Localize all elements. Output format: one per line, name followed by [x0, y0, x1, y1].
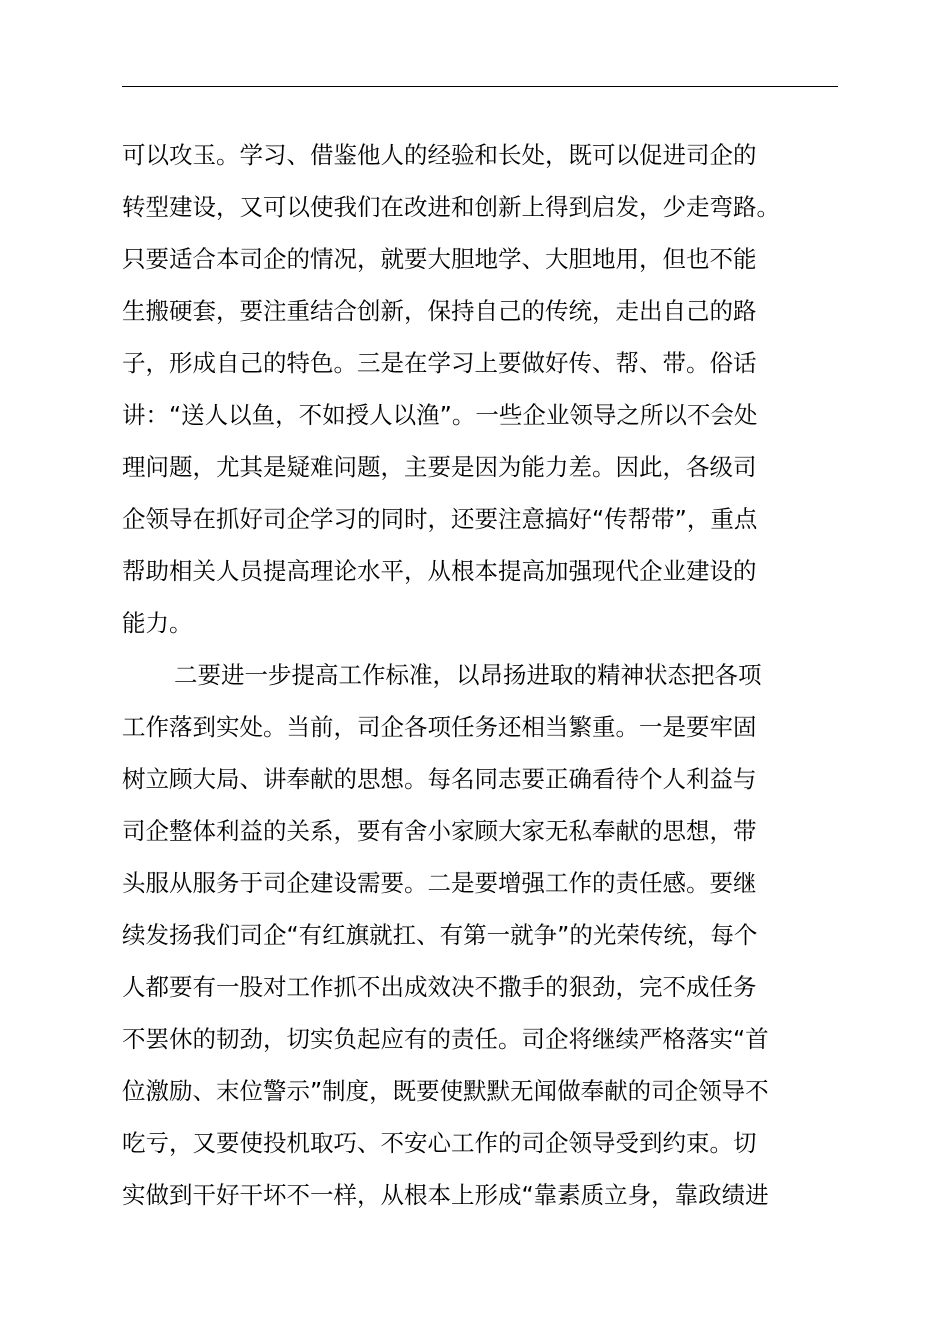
text-line: 头服从服务于司企建设需要。二是要增强工作的责任感。要继 — [122, 869, 757, 897]
text-line: 人都要有一股对工作抓不出成效决不撒手的狠劲，完不成任务 — [122, 973, 757, 1001]
text-line: 子，形成自己的特色。三是在学习上要做好传、帮、带。俗话 — [122, 349, 757, 377]
text-line: 讲：“送人以鱼，不如授人以渔”。一些企业领导之所以不会处 — [122, 401, 758, 429]
header-rule — [122, 86, 838, 87]
text-line: 能力。 — [122, 609, 193, 637]
text-line: 不罢休的韧劲，切实负起应有的责任。司企将继续严格落实“首 — [122, 1025, 769, 1053]
document-body — [122, 129, 838, 1221]
text-line: 只要适合本司企的情况，就要大胆地学、大胆地用，但也不能 — [122, 245, 757, 273]
text-line: 吃亏，又要使投机取巧、不安心工作的司企领导受到约束。切 — [122, 1129, 757, 1157]
text-line: 工作落到实处。当前，司企各项任务还相当繁重。一是要牢固 — [122, 713, 757, 741]
text-line: 帮助相关人员提高理论水平，从根本提高加强现代企业建设的 — [122, 557, 757, 585]
text-line: 续发扬我们司企“有红旗就扛、有第一就争”的光荣传统，每个 — [122, 921, 758, 949]
text-line: 树立顾大局、讲奉献的思想。每名同志要正确看待个人利益与 — [122, 765, 757, 793]
paragraph-2 — [122, 649, 838, 1221]
text-line: 理问题，尤其是疑难问题，主要是因为能力差。因此，各级司 — [122, 453, 757, 481]
text-line: 转型建设，又可以使我们在改进和创新上得到启发，少走弯路。 — [122, 193, 780, 221]
text-line: 司企整体利益的关系，要有舍小家顾大家无私奉献的思想，带 — [122, 817, 757, 845]
text-line: 生搬硬套，要注重结合创新，保持自己的传统，走出自己的路 — [122, 297, 757, 325]
text-line: 可以攻玉。学习、借鉴他人的经验和长处，既可以促进司企的 — [122, 141, 757, 169]
text-line: 企领导在抓好司企学习的同时，还要注意搞好“传帮带”，重点 — [122, 505, 758, 533]
text-line: 位激励、末位警示”制度，既要使默默无闻做奉献的司企领导不 — [122, 1077, 769, 1105]
paragraph-1 — [122, 129, 838, 649]
text-line: 实做到干好干坏不一样，从根本上形成“靠素质立身，靠政绩进 — [122, 1181, 769, 1209]
text-line: 二要进一步提高工作标准，以昂扬进取的精神状态把各项 — [174, 661, 762, 689]
